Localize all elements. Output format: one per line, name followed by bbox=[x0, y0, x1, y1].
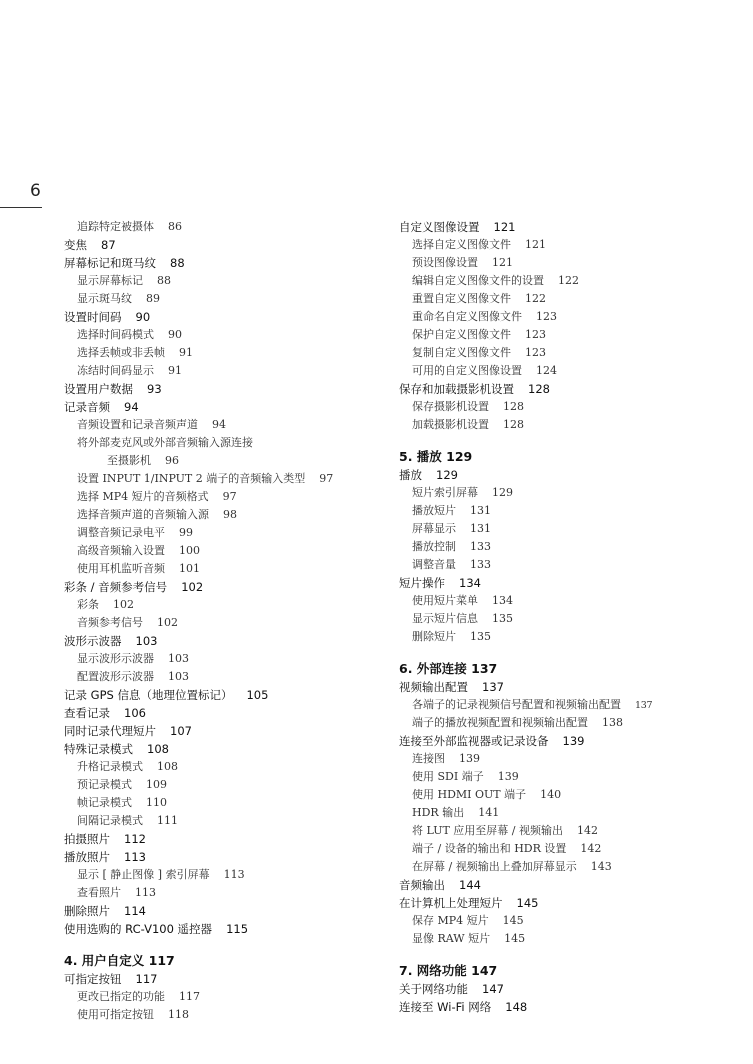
toc-section-entry[interactable] bbox=[64, 236, 384, 254]
toc-subsection-entry[interactable] bbox=[399, 538, 749, 556]
toc-entry-title: 短片操作 bbox=[399, 576, 445, 590]
toc-page-number: 121 bbox=[493, 220, 516, 234]
page-rule bbox=[0, 207, 42, 208]
toc-subsection-entry[interactable] bbox=[64, 866, 384, 884]
toc-page-number: 145 bbox=[504, 932, 526, 945]
toc-subsection-entry[interactable] bbox=[64, 344, 384, 362]
toc-page-number: 88 bbox=[170, 256, 185, 270]
toc-entry-title: 显示波形示波器 bbox=[77, 652, 154, 665]
toc-subsection-entry[interactable] bbox=[399, 236, 749, 254]
toc-page-number: 141 bbox=[478, 806, 500, 819]
toc-left-column bbox=[64, 218, 384, 1024]
toc-page-number: 144 bbox=[459, 878, 481, 892]
toc-entry-title: 帧记录模式 bbox=[77, 796, 132, 809]
toc-subsection-entry[interactable] bbox=[64, 614, 384, 632]
toc-page-number: 97 bbox=[319, 472, 334, 485]
toc-entry-title: 间隔记录模式 bbox=[77, 814, 143, 827]
toc-page-number: 123 bbox=[525, 328, 546, 341]
toc-page-number: 94 bbox=[124, 400, 139, 414]
toc-entry-title: 高级音频输入设置 bbox=[77, 544, 165, 557]
toc-section-entry[interactable] bbox=[64, 254, 384, 272]
toc-page-number: 122 bbox=[525, 292, 546, 305]
toc-subsection-entry[interactable] bbox=[64, 272, 384, 290]
toc-page-number: 93 bbox=[147, 382, 162, 396]
toc-entry-title: 预设图像设置 bbox=[412, 256, 478, 269]
toc-entry-title: 屏幕显示 bbox=[412, 522, 456, 535]
toc-entry-title: 将外部麦克风或外部音频输入源连接 bbox=[77, 436, 253, 449]
toc-subsection-entry[interactable] bbox=[399, 912, 749, 930]
toc-subsection-entry[interactable] bbox=[399, 344, 749, 362]
toc-page-number: 131 bbox=[470, 522, 491, 535]
toc-entry-title: 重命名自定义图像文件 bbox=[412, 310, 522, 323]
toc-section-entry[interactable] bbox=[64, 920, 384, 938]
toc-subsection-entry[interactable] bbox=[64, 362, 384, 380]
toc-subsection-entry[interactable] bbox=[399, 556, 749, 574]
toc-entry-title: 同时记录代理短片 bbox=[64, 724, 156, 738]
toc-subsection-entry[interactable] bbox=[64, 812, 384, 830]
toc-section-entry[interactable] bbox=[399, 998, 749, 1016]
toc-section-entry[interactable] bbox=[64, 740, 384, 758]
toc-page-number: 143 bbox=[590, 860, 612, 873]
toc-page-number: 108 bbox=[157, 760, 178, 773]
toc-entry-title: 使用选购的 RC-V100 遥控器 bbox=[64, 922, 213, 936]
toc-subsection-entry[interactable] bbox=[399, 930, 749, 948]
toc-section-entry[interactable] bbox=[64, 722, 384, 740]
toc-page-number: 148 bbox=[505, 1000, 528, 1014]
toc-section-entry[interactable] bbox=[64, 308, 384, 326]
toc-subsection-entry[interactable] bbox=[64, 776, 384, 794]
toc-page-number: 108 bbox=[147, 742, 169, 756]
toc-entry-title: 追踪特定被摄体 bbox=[77, 220, 154, 233]
toc-subsection-entry[interactable] bbox=[399, 714, 749, 732]
toc-entry-title: 更改已指定的功能 bbox=[77, 990, 165, 1003]
toc-page-number: 142 bbox=[580, 842, 602, 855]
toc-page-number: 86 bbox=[168, 220, 182, 233]
toc-page-number: 107 bbox=[170, 724, 192, 738]
toc-subsection-entry[interactable] bbox=[399, 804, 749, 822]
toc-entry-title: 选择 MP4 短片的音频格式 bbox=[77, 490, 209, 503]
toc-entry-title: 升格记录模式 bbox=[77, 760, 143, 773]
toc-page-number: 139 bbox=[497, 770, 519, 783]
toc-entry-title: 选择丢帧或非丢帧 bbox=[77, 346, 165, 359]
toc-page-number: 121 bbox=[525, 238, 546, 251]
chapter-heading[interactable]: 4. 用户自定义 117 bbox=[64, 953, 175, 968]
toc-section-entry[interactable] bbox=[399, 380, 749, 398]
toc-entry-title: 显示 [ 静止图像 ] 索引屏幕 bbox=[77, 868, 210, 881]
toc-subsection-entry[interactable] bbox=[399, 840, 749, 858]
toc-page-number: 94 bbox=[212, 418, 226, 431]
section-gap bbox=[64, 938, 384, 952]
toc-page-number: 111 bbox=[157, 814, 178, 827]
toc-page-number: 135 bbox=[470, 630, 491, 643]
chapter-heading[interactable]: 5. 播放 129 bbox=[399, 449, 473, 464]
toc-subsection-entry[interactable] bbox=[64, 434, 384, 452]
toc-subsection-entry[interactable] bbox=[399, 822, 749, 840]
toc-page-number: 118 bbox=[168, 1008, 189, 1021]
toc-page-number: 101 bbox=[179, 562, 200, 575]
toc-subsection-entry[interactable] bbox=[399, 858, 749, 876]
toc-page-number: 129 bbox=[436, 468, 458, 482]
toc-page-number: 102 bbox=[113, 598, 134, 611]
toc-page-number: 138 bbox=[602, 716, 623, 729]
toc-subsection-entry[interactable] bbox=[64, 560, 384, 578]
toc-subsection-entry[interactable] bbox=[399, 326, 749, 344]
toc-entry-title: 使用短片菜单 bbox=[412, 594, 478, 607]
toc-entry-title: 变焦 bbox=[64, 238, 87, 252]
toc-entry-title: 保存摄影机设置 bbox=[412, 400, 489, 413]
toc-section-entry[interactable] bbox=[64, 398, 384, 416]
toc-subsection-entry[interactable] bbox=[399, 484, 749, 502]
toc-subsection-entry[interactable] bbox=[399, 520, 749, 538]
toc-page-number: 137 bbox=[482, 680, 504, 694]
toc-entry-title: 屏幕标记和斑马纹 bbox=[64, 256, 156, 270]
toc-entry-title: 短片索引屏幕 bbox=[412, 486, 478, 499]
toc-page-number: 128 bbox=[503, 418, 524, 431]
section-gap bbox=[399, 646, 749, 660]
toc-section-entry[interactable] bbox=[399, 876, 749, 894]
toc-entry-title: 删除短片 bbox=[412, 630, 456, 643]
toc-subsection-entry[interactable] bbox=[399, 290, 749, 308]
toc-page-number: 113 bbox=[124, 850, 146, 864]
toc-page-number: 128 bbox=[528, 382, 550, 396]
toc-page-number: 115 bbox=[226, 922, 249, 936]
toc-page-number: 87 bbox=[101, 238, 116, 252]
toc-entry-title: 拍摄照片 bbox=[64, 832, 110, 846]
toc-entry-title: 关于网络功能 bbox=[399, 982, 468, 996]
toc-page-number: 113 bbox=[223, 868, 245, 881]
toc-entry-title: 显示斑马纹 bbox=[77, 292, 132, 305]
toc-page-number: 103 bbox=[168, 652, 189, 665]
toc-entry-title: 连接至 Wi-Fi 网络 bbox=[399, 1000, 492, 1014]
toc-entry-title: 调整音频记录电平 bbox=[77, 526, 165, 539]
toc-page-number: 102 bbox=[157, 616, 178, 629]
toc-entry-title: 显像 RAW 短片 bbox=[412, 932, 491, 945]
toc-entry-title: 特殊记录模式 bbox=[64, 742, 133, 756]
toc-subsection-entry[interactable] bbox=[64, 290, 384, 308]
toc-subsection-entry[interactable] bbox=[399, 628, 749, 646]
toc-entry-title: 音频设置和记录音频声道 bbox=[77, 418, 198, 431]
toc-page-number: 133 bbox=[470, 540, 491, 553]
toc-page-number: 145 bbox=[516, 896, 539, 910]
toc-entry-title: 选择音频声道的音频输入源 bbox=[77, 508, 209, 521]
toc-page-number: 139 bbox=[562, 734, 585, 748]
toc-subsection-entry[interactable] bbox=[399, 610, 749, 628]
toc-right-column bbox=[399, 218, 749, 1016]
toc-entry-title: 调整音量 bbox=[412, 558, 456, 571]
toc-entry-title: 选择自定义图像文件 bbox=[412, 238, 511, 251]
toc-page-number: 102 bbox=[181, 580, 204, 594]
toc-section-entry[interactable] bbox=[64, 830, 384, 848]
toc-page-number: 109 bbox=[146, 778, 167, 791]
toc-entry-title: 复制自定义图像文件 bbox=[412, 346, 511, 359]
toc-page-number: 90 bbox=[168, 328, 182, 341]
toc-subsection-entry[interactable] bbox=[399, 308, 749, 326]
toc-entry-title: 加载摄影机设置 bbox=[412, 418, 489, 431]
toc-entry-title: 保护自定义图像文件 bbox=[412, 328, 511, 341]
toc-entry-title: 显示屏幕标记 bbox=[77, 274, 143, 287]
toc-entry-title: 在计算机上处理短片 bbox=[399, 896, 503, 910]
toc-entry-title: 删除照片 bbox=[64, 904, 110, 918]
toc-subsection-entry[interactable] bbox=[64, 668, 384, 686]
toc-entry-title: 保存和加载摄影机设置 bbox=[399, 382, 514, 396]
toc-section-entry[interactable] bbox=[64, 970, 384, 988]
toc-subsection-entry[interactable] bbox=[64, 884, 384, 902]
toc-section-entry[interactable] bbox=[64, 902, 384, 920]
toc-page-number: 103 bbox=[168, 670, 189, 683]
toc-entry-title: 至摄影机 bbox=[107, 454, 151, 467]
toc-entry-title: 设置用户数据 bbox=[64, 382, 133, 396]
toc-entry-title: 可指定按钮 bbox=[64, 972, 122, 986]
toc-entry-title: 使用 HDMI OUT 端子 bbox=[412, 788, 527, 801]
toc-subsection-entry[interactable] bbox=[64, 542, 384, 560]
toc-page-number: 128 bbox=[503, 400, 524, 413]
toc-page-number: 114 bbox=[124, 904, 146, 918]
section-gap bbox=[399, 948, 749, 962]
toc-page-number: 89 bbox=[146, 292, 160, 305]
toc-section-entry[interactable] bbox=[64, 578, 384, 596]
toc-entry-title: 波形示波器 bbox=[64, 634, 122, 648]
toc-subsection-entry[interactable] bbox=[64, 650, 384, 668]
toc-entry-title: 查看记录 bbox=[64, 706, 110, 720]
toc-page-number: 134 bbox=[492, 594, 513, 607]
toc-subsection-entry[interactable] bbox=[399, 768, 749, 786]
section-gap bbox=[399, 434, 749, 448]
toc-entry-title: 端子 / 设备的输出和 HDR 设置 bbox=[412, 842, 567, 855]
toc-page-number: 117 bbox=[135, 972, 158, 986]
toc-subsection-entry[interactable] bbox=[399, 254, 749, 272]
toc-subsection-entry[interactable] bbox=[64, 506, 384, 524]
toc-page-number: 135 bbox=[492, 612, 513, 625]
toc-section-entry[interactable] bbox=[64, 380, 384, 398]
toc-entry-title: HDR 输出 bbox=[412, 806, 465, 819]
toc-section-entry[interactable] bbox=[64, 686, 384, 704]
chapter-heading[interactable]: 7. 网络功能 147 bbox=[399, 963, 498, 978]
toc-entry-title: 音频输出 bbox=[399, 878, 445, 892]
toc-entry-title: 使用耳机监听音频 bbox=[77, 562, 165, 575]
toc-subsection-entry[interactable] bbox=[64, 758, 384, 776]
toc-section-entry[interactable] bbox=[399, 732, 749, 750]
toc-subsection-entry[interactable] bbox=[64, 470, 384, 488]
toc-page-number: 134 bbox=[459, 576, 481, 590]
toc-page-number: 91 bbox=[179, 346, 193, 359]
toc-page-number: 99 bbox=[179, 526, 193, 539]
toc-page-number: 139 bbox=[459, 752, 480, 765]
toc-subsection-entry[interactable] bbox=[399, 750, 749, 768]
toc-page-number: 137 bbox=[635, 700, 653, 711]
toc-entry-title: 播放 bbox=[399, 468, 422, 482]
toc-entry-title: 连接图 bbox=[412, 752, 445, 765]
toc-entry-title: 连接至外部监视器或记录设备 bbox=[399, 734, 549, 748]
toc-page-number: 110 bbox=[146, 796, 167, 809]
toc-entry-title: 预记录模式 bbox=[77, 778, 132, 791]
toc-subsection-entry[interactable] bbox=[64, 794, 384, 812]
toc-entry-title: 可用的自定义图像设置 bbox=[412, 364, 522, 377]
toc-page-number: 123 bbox=[536, 310, 557, 323]
toc-page-number: 123 bbox=[525, 346, 546, 359]
toc-subsection-entry[interactable] bbox=[64, 488, 384, 506]
toc-section-entry[interactable] bbox=[399, 218, 749, 236]
toc-page-number: 91 bbox=[168, 364, 182, 377]
toc-subsection-entry[interactable] bbox=[64, 416, 384, 434]
toc-entry-title: 播放控制 bbox=[412, 540, 456, 553]
toc-entry-title: 播放照片 bbox=[64, 850, 110, 864]
toc-subsection-entry[interactable] bbox=[399, 592, 749, 610]
toc-page-number: 106 bbox=[124, 706, 146, 720]
toc-page-number: 98 bbox=[223, 508, 237, 521]
toc-entry-title: 彩条 / 音频参考信号 bbox=[64, 580, 168, 594]
toc-page-number: 147 bbox=[482, 982, 504, 996]
toc-entry-title: 视频输出配置 bbox=[399, 680, 468, 694]
toc-page-number: 117 bbox=[179, 990, 200, 1003]
toc-page-number: 129 bbox=[492, 486, 513, 499]
toc-subsection-entry[interactable] bbox=[399, 696, 749, 714]
toc-entry-title: 音频参考信号 bbox=[77, 616, 143, 629]
toc-section-entry[interactable] bbox=[64, 704, 384, 722]
toc-subsection-entry[interactable] bbox=[64, 1006, 384, 1024]
toc-subsection-entry[interactable] bbox=[399, 398, 749, 416]
toc-entry-title: 在屏幕 / 视频输出上叠加屏幕显示 bbox=[412, 860, 577, 873]
toc-page-number: 131 bbox=[470, 504, 491, 517]
toc-subsection-entry[interactable] bbox=[399, 502, 749, 520]
toc-subsection-entry[interactable] bbox=[64, 218, 384, 236]
toc-entry-title: 播放短片 bbox=[412, 504, 456, 517]
toc-section-entry[interactable] bbox=[399, 466, 749, 484]
toc-page-number: 121 bbox=[492, 256, 513, 269]
toc-entry-title: 冻结时间码显示 bbox=[77, 364, 154, 377]
toc-subsection-entry[interactable] bbox=[64, 524, 384, 542]
toc-subsection-entry[interactable] bbox=[64, 452, 384, 470]
toc-page-number: 145 bbox=[502, 914, 524, 927]
toc-entry-title: 编辑自定义图像文件的设置 bbox=[412, 274, 544, 287]
toc-entry-title: 使用可指定按钮 bbox=[77, 1008, 154, 1021]
toc-section-entry[interactable] bbox=[399, 678, 749, 696]
toc-page-number: 113 bbox=[135, 886, 156, 899]
toc-section-entry[interactable] bbox=[399, 574, 749, 592]
toc-page-number: 97 bbox=[222, 490, 237, 503]
toc-page-number: 103 bbox=[135, 634, 158, 648]
toc-entry-title: 记录音频 bbox=[64, 400, 110, 414]
toc-entry-title: 各端子的记录视频信号配置和视频输出配置 bbox=[412, 698, 621, 711]
toc-entry-title: 设置 INPUT 1/INPUT 2 端子的音频输入类型 bbox=[77, 472, 306, 485]
toc-entry-title: 保存 MP4 短片 bbox=[412, 914, 489, 927]
toc-subsection-entry[interactable] bbox=[399, 362, 749, 380]
toc-section-entry[interactable] bbox=[399, 894, 749, 912]
toc-entry-title: 彩条 bbox=[77, 598, 99, 611]
toc-entry-title: 端子的播放视频配置和视频输出配置 bbox=[412, 716, 588, 729]
toc-subsection-entry[interactable] bbox=[399, 786, 749, 804]
toc-entry-title: 选择时间码模式 bbox=[77, 328, 154, 341]
page-number: 6 bbox=[30, 181, 41, 201]
toc-section-entry[interactable] bbox=[64, 848, 384, 866]
toc-entry-title: 设置时间码 bbox=[64, 310, 122, 324]
toc-subsection-entry[interactable] bbox=[64, 988, 384, 1006]
toc-page-number: 140 bbox=[540, 788, 562, 801]
toc-entry-title: 重置自定义图像文件 bbox=[412, 292, 511, 305]
toc-entry-title: 查看照片 bbox=[77, 886, 121, 899]
toc-entry-title: 记录 GPS 信息（地理位置标记） bbox=[64, 688, 233, 702]
toc-page-number: 88 bbox=[157, 274, 171, 287]
chapter-heading[interactable]: 6. 外部连接 137 bbox=[399, 661, 498, 676]
toc-page-number: 112 bbox=[124, 832, 146, 846]
toc-page-number: 124 bbox=[536, 364, 557, 377]
toc-page-number: 122 bbox=[558, 274, 579, 287]
toc-subsection-entry[interactable] bbox=[399, 272, 749, 290]
toc-entry-title: 将 LUT 应用至屏幕 / 视频输出 bbox=[412, 824, 564, 837]
toc-entry-title: 配置波形示波器 bbox=[77, 670, 154, 683]
toc-page-number: 133 bbox=[470, 558, 491, 571]
toc-entry-title: 自定义图像设置 bbox=[399, 220, 480, 234]
toc-section-entry[interactable] bbox=[399, 980, 749, 998]
toc-page-number: 142 bbox=[577, 824, 599, 837]
toc-page-number: 105 bbox=[246, 688, 269, 702]
toc-page-number: 96 bbox=[165, 454, 179, 467]
toc-subsection-entry[interactable] bbox=[64, 596, 384, 614]
toc-section-entry[interactable] bbox=[64, 632, 384, 650]
toc-entry-title: 显示短片信息 bbox=[412, 612, 478, 625]
toc-page-number: 100 bbox=[179, 544, 200, 557]
toc-entry-title: 使用 SDI 端子 bbox=[412, 770, 484, 783]
toc-page-number: 90 bbox=[135, 310, 151, 324]
toc-subsection-entry[interactable] bbox=[399, 416, 749, 434]
toc-subsection-entry[interactable] bbox=[64, 326, 384, 344]
